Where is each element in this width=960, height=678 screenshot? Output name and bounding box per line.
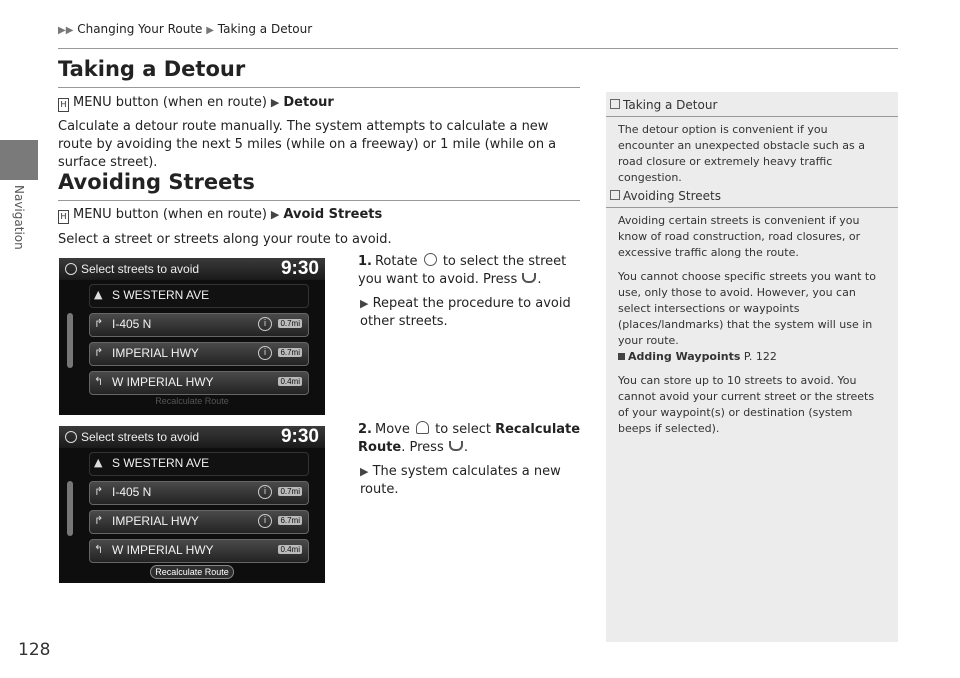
home-icon: H — [58, 98, 69, 112]
note-text: The detour option is convenient if you encounter an unexpected obstacle such as a road closure or extremely heavy traffic congestion. — [618, 123, 865, 184]
info-icon: i — [258, 514, 272, 528]
section-title: Avoiding Streets — [58, 170, 255, 194]
link-arrow-icon — [618, 353, 625, 360]
street-row[interactable]: ▲ S WESTERN AVE — [89, 452, 309, 476]
scroll-rail — [67, 313, 73, 368]
turn-left-icon: ↰ — [94, 375, 104, 388]
breadcrumb-arrow-icon: ▶▶ — [58, 25, 74, 36]
divider — [58, 200, 580, 201]
page-number: 128 — [18, 640, 51, 660]
step-1-result: ▶ Repeat the procedure to avoid other streets. — [360, 296, 571, 329]
info-icon: i — [258, 346, 272, 360]
street-row[interactable]: ↱ I-405 N i 0.7mi — [89, 313, 309, 337]
section-title: Taking a Detour — [58, 57, 246, 81]
divider — [58, 87, 580, 88]
note-text: You cannot choose specific streets you want to use, only those to avoid. However, you can select intersections or waypoints (places/landmarks) that the system will use in your route. — [618, 270, 876, 347]
scroll-rail — [67, 481, 73, 536]
note-detour — [606, 98, 898, 186]
screenshot-recalculate — [59, 426, 325, 583]
screen-title: Select streets to avoid — [81, 262, 200, 276]
recalculate-route-button[interactable]: Recalculate Route — [155, 396, 229, 406]
section-label: Navigation — [12, 185, 26, 250]
arrow-icon: ▶ — [270, 96, 280, 109]
info-icon: i — [258, 485, 272, 499]
street-row[interactable]: ↱ IMPERIAL HWY i 6.7mi — [89, 510, 309, 534]
menu-path: H MENU button (when en route) ▶ Avoid Streets — [58, 206, 382, 224]
turn-left-icon: ↰ — [94, 543, 104, 556]
press-icon — [522, 273, 536, 283]
street-row[interactable]: ↰ W IMPERIAL HWY 0.4mi — [89, 539, 309, 563]
step-1: 1. Rotate to select the street you want to avoid. Press . — [358, 254, 567, 287]
turn-right-icon: ↱ — [94, 485, 104, 498]
move-knob-icon — [416, 421, 429, 434]
step-2: 2. Move to select Recalculate Route. Press . — [358, 422, 581, 455]
route-arrow-icon: ▲ — [94, 456, 103, 469]
breadcrumb-item[interactable]: Taking a Detour — [217, 22, 313, 36]
paragraph: Select a street or streets along your route to avoid. — [58, 232, 392, 247]
recalculate-route-button[interactable]: Recalculate Route — [59, 567, 325, 577]
turn-right-icon: ↱ — [94, 514, 104, 527]
arrow-icon: ▶ — [360, 297, 369, 310]
route-arrow-icon: ▲ — [94, 288, 103, 301]
nav-icon — [65, 431, 77, 443]
press-icon — [449, 441, 463, 451]
turn-right-icon: ↱ — [94, 317, 104, 330]
street-row[interactable]: ▲ S WESTERN AVE — [89, 284, 309, 308]
note-marker-icon — [610, 99, 620, 109]
breadcrumb-item[interactable]: Changing Your Route — [77, 22, 203, 36]
menu-path: H MENU button (when en route) ▶ Detour — [58, 94, 334, 112]
step-2-result: ▶ The system calculates a new route. — [360, 464, 561, 497]
nav-icon — [65, 263, 77, 275]
turn-right-icon: ↱ — [94, 346, 104, 359]
note-heading: Taking a Detour — [606, 98, 898, 112]
street-row[interactable]: ↱ I-405 N i 0.7mi — [89, 481, 309, 505]
screenshot-avoid-streets — [59, 258, 325, 415]
breadcrumb — [58, 22, 312, 36]
info-icon: i — [258, 317, 272, 331]
home-icon: H — [58, 210, 69, 224]
clock: 9:30 — [280, 426, 319, 447]
note-text: Avoiding certain streets is convenient if you know of road construction, road closures, or excessive traffic along the route. — [618, 214, 861, 259]
divider — [58, 48, 898, 49]
note-marker-icon — [610, 190, 620, 200]
clock: 9:30 — [280, 258, 319, 279]
breadcrumb-arrow-icon: ▶ — [206, 25, 214, 36]
section-tab — [0, 140, 38, 180]
note-heading: Avoiding Streets — [606, 189, 898, 203]
note-text: You can store up to 10 streets to avoid. You cannot avoid your current street or the streets of your waypoint(s) or destination (system beeps if selected). — [618, 374, 875, 435]
street-row[interactable]: ↰ W IMPERIAL HWY 0.4mi — [89, 371, 309, 395]
paragraph: Calculate a detour route manually. The system attempts to calculate a new route by avoiding the next 5 miles (while on a freeway) or 1 mile (while on a surface street). — [58, 119, 557, 170]
arrow-icon: ▶ — [270, 208, 280, 221]
screen-title: Select streets to avoid — [81, 430, 200, 444]
street-row[interactable]: ↱ IMPERIAL HWY i 6.7mi — [89, 342, 309, 366]
arrow-icon: ▶ — [360, 465, 369, 478]
cross-reference-link[interactable]: Adding Waypoints P. 122 — [606, 349, 898, 365]
rotate-knob-icon — [424, 253, 437, 266]
sidebar-notes — [606, 92, 898, 642]
note-avoid — [606, 189, 898, 437]
